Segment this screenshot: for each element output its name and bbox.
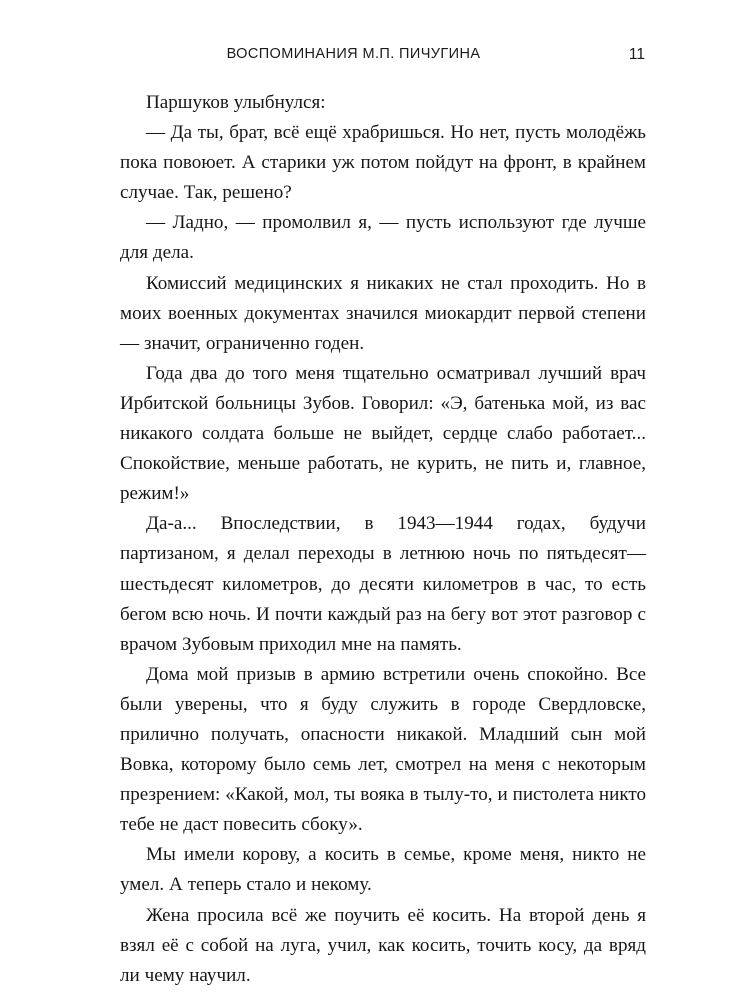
running-head bbox=[120, 46, 645, 70]
paragraph: Да-а... Впоследствии, в 1943—1944 годах, будучи партизаном, я делал переходы в летнюю ночь по пятьдесят—шестьдесят километров, до десяти километров в час, то есть бегом всю ночь. И почти каждый раз на бегу вот этот разговор с врачом Зубовым приходил мне на память. bbox=[120, 513, 646, 655]
page-number: 11 bbox=[628, 46, 645, 63]
paragraph: Комиссий медицинских я никаких не стал проходить. Но в моих военных документах значился миокардит первой степени — значит, ограниченно годен. bbox=[120, 272, 646, 354]
paragraph: Дома мой призыв в армию встретили очень спокойно. Все были уверены, что я буду служить в городе Свердловске, прилично получать, опасности никакой. Младший сын мой Вовка, которому было семь лет, смотрел на меня с некоторым презрением: «Какой, мол, ты вояка в тылу-то, и пистолета никто тебе не даст повесить сбоку». bbox=[120, 663, 646, 836]
paragraph: Жена просила всё же поучить её косить. На второй день я взял её с собой на луга, учил, как косить, точить косу, да вряд ли чему научил. bbox=[120, 904, 646, 986]
running-head-title: ВОСПОМИНАНИЯ М.П. ПИЧУГИНА bbox=[226, 46, 481, 62]
paragraph: Года два до того меня тщательно осматривал лучший врач Ирбитской больницы Зубов. Говорил: «Э, батенька мой, из вас никакого солдата больше не выйдет, сердце слабо работает... Спокойствие, меньше работать, не курить, не пить и, главное, режим!» bbox=[120, 362, 646, 505]
body-text-block bbox=[120, 88, 646, 991]
paragraph: Мы имели корову, а косить в семье, кроме меня, никто не умел. А теперь стало и некому. bbox=[120, 844, 646, 896]
paragraph: — Да ты, брат, всё ещё храбришься. Но нет, пусть молодёжь пока повоюет. А старики уж потом пойдут на фронт, в крайнем случае. Так, решено? bbox=[120, 122, 646, 204]
paragraph: — Ладно, — промолвил я, — пусть используют где лучше для дела. bbox=[120, 212, 646, 264]
paragraph: Паршуков улыбнулся: bbox=[146, 92, 326, 113]
